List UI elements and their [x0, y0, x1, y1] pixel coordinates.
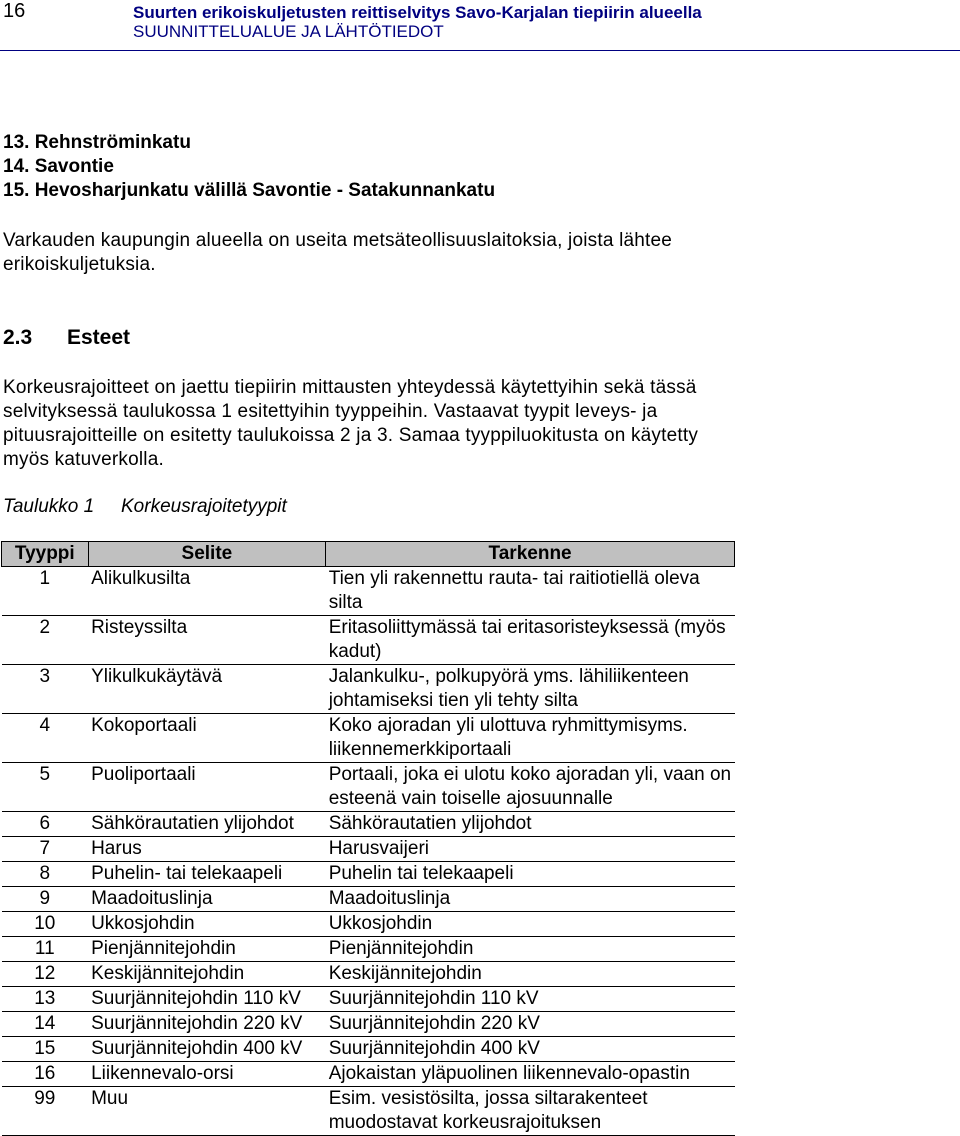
- cell-tarkenne: Eritasoliittymässä tai eritasoristeyksessä (myös kadut): [326, 616, 735, 665]
- cell-type: 5: [2, 763, 89, 812]
- cell-selite: Sähkörautatien ylijohdot: [88, 812, 326, 837]
- section-heading: [3, 326, 130, 350]
- header-selite: Selite: [88, 542, 326, 567]
- caption-title: Korkeusrajoitetyypit: [121, 496, 287, 517]
- cell-tarkenne: Ukkosjohdin: [326, 912, 735, 937]
- cell-selite: Pienjännitejohdin: [88, 937, 326, 962]
- table-row: [2, 616, 735, 665]
- cell-tarkenne: Jalankulku-, polkupyörä yms. lähiliikenteen johtamiseksi tien yli tehty silta: [326, 665, 735, 714]
- cell-type: 7: [2, 837, 89, 862]
- cell-tarkenne: Suurjännitejohdin 110 kV: [326, 987, 735, 1012]
- table-row: [2, 665, 735, 714]
- section-title: Esteet: [67, 326, 131, 349]
- cell-type: 3: [2, 665, 89, 714]
- table-row: [2, 812, 735, 837]
- cell-tarkenne: Pienjännitejohdin: [326, 937, 735, 962]
- cell-tarkenne: Koko ajoradan yli ulottuva ryhmittymisyms. liikennemerkkiportaali: [326, 714, 735, 763]
- cell-tarkenne: Sähkörautatien ylijohdot: [326, 812, 735, 837]
- cell-type: 2: [2, 616, 89, 665]
- header-title: Suurten erikoiskuljetusten reittiselvitys Savo-Karjalan tiepiirin alueella: [133, 3, 702, 22]
- cell-type: 13: [2, 987, 89, 1012]
- cell-type: 6: [2, 812, 89, 837]
- cell-type: 14: [2, 1012, 89, 1037]
- cell-tarkenne: Maadoituslinja: [326, 887, 735, 912]
- list-item: 15. Hevosharjunkatu välillä Savontie - Satakunnankatu: [3, 180, 496, 201]
- section-number: 2.3: [3, 326, 33, 349]
- cell-selite: Puoliportaali: [88, 763, 326, 812]
- table-row: [2, 1012, 735, 1037]
- header-tarkenne: Tarkenne: [326, 542, 735, 567]
- cell-type: 11: [2, 937, 89, 962]
- obstacle-type-table: [1, 541, 735, 1136]
- cell-selite: Suurjännitejohdin 220 kV: [88, 1012, 326, 1037]
- cell-type: 8: [2, 862, 89, 887]
- table-row: [2, 937, 735, 962]
- cell-type: 10: [2, 912, 89, 937]
- cell-selite: Suurjännitejohdin 110 kV: [88, 987, 326, 1012]
- cell-selite: Ylikulkukäytävä: [88, 665, 326, 714]
- caption-label: Taulukko 1: [3, 496, 95, 517]
- cell-selite: Alikulkusilta: [88, 567, 326, 616]
- header-tyyppi: Tyyppi: [2, 542, 89, 567]
- cell-selite: Risteyssilta: [88, 616, 326, 665]
- cell-tarkenne: Suurjännitejohdin 220 kV: [326, 1012, 735, 1037]
- table-header-row: [2, 542, 735, 567]
- cell-tarkenne: Suurjännitejohdin 400 kV: [326, 1037, 735, 1062]
- page-number: 16: [3, 0, 26, 22]
- table-row: [2, 763, 735, 812]
- table-row: [2, 962, 735, 987]
- table-row: [2, 987, 735, 1012]
- table-row: [2, 1037, 735, 1062]
- cell-type: 16: [2, 1062, 89, 1087]
- cell-selite: Ukkosjohdin: [88, 912, 326, 937]
- table-row: [2, 862, 735, 887]
- list-item: 13. Rehnströminkatu: [3, 132, 191, 153]
- cell-tarkenne: Harusvaijeri: [326, 837, 735, 862]
- cell-type: 12: [2, 962, 89, 987]
- header-subtitle: SUUNNITTELUALUE JA LÄHTÖTIEDOT: [133, 22, 444, 41]
- cell-type: 1: [2, 567, 89, 616]
- table-row: [2, 714, 735, 763]
- table-row: [2, 912, 735, 937]
- cell-selite: Maadoituslinja: [88, 887, 326, 912]
- cell-selite: Harus: [88, 837, 326, 862]
- street-list: [3, 131, 495, 203]
- cell-tarkenne: Keskijännitejohdin: [326, 962, 735, 987]
- header-rule: [0, 50, 960, 51]
- cell-selite: Suurjännitejohdin 400 kV: [88, 1037, 326, 1062]
- cell-tarkenne: Ajokaistan yläpuolinen liikennevalo-opastin: [326, 1062, 735, 1087]
- cell-selite: Keskijännitejohdin: [88, 962, 326, 987]
- table-row: [2, 837, 735, 862]
- cell-selite: Kokoportaali: [88, 714, 326, 763]
- table-caption: [3, 496, 287, 518]
- cell-selite: Muu: [88, 1087, 326, 1136]
- table-row: [2, 567, 735, 616]
- list-item: 14. Savontie: [3, 156, 114, 177]
- cell-type: 4: [2, 714, 89, 763]
- cell-tarkenne: Tien yli rakennettu rauta- tai raitiotiellä oleva silta: [326, 567, 735, 616]
- cell-tarkenne: Portaali, joka ei ulotu koko ajoradan yli, vaan on esteenä vain toiselle ajosuunnalle: [326, 763, 735, 812]
- cell-type: 9: [2, 887, 89, 912]
- table-row: [2, 887, 735, 912]
- cell-selite: Puhelin- tai telekaapeli: [88, 862, 326, 887]
- cell-type: 99: [2, 1087, 89, 1136]
- paragraph-varkaus: Varkauden kaupungin alueella on useita metsäteollisuuslaitoksia, joista lähtee erikoiskuljetuksia.: [3, 230, 673, 275]
- paragraph-obstacles: Korkeusrajoitteet on jaettu tiepiirin mittausten yhteydessä käytettyihin sekä tässä selvityksessä taulukossa 1 esitettyihin tyyppeihin. Vastaavat tyypit leveys- ja pituusrajoitteille on esitetty taulukoissa 2 ja 3. Samaa tyyppiluokitusta on käytetty myös katuverkolla.: [3, 377, 699, 470]
- cell-tarkenne: Esim. vesistösilta, jossa siltarakenteet muodostavat korkeusrajoituksen: [326, 1087, 735, 1136]
- cell-type: 15: [2, 1037, 89, 1062]
- cell-selite: Liikennevalo-orsi: [88, 1062, 326, 1087]
- table-row: [2, 1062, 735, 1087]
- cell-tarkenne: Puhelin tai telekaapeli: [326, 862, 735, 887]
- table-row: [2, 1087, 735, 1136]
